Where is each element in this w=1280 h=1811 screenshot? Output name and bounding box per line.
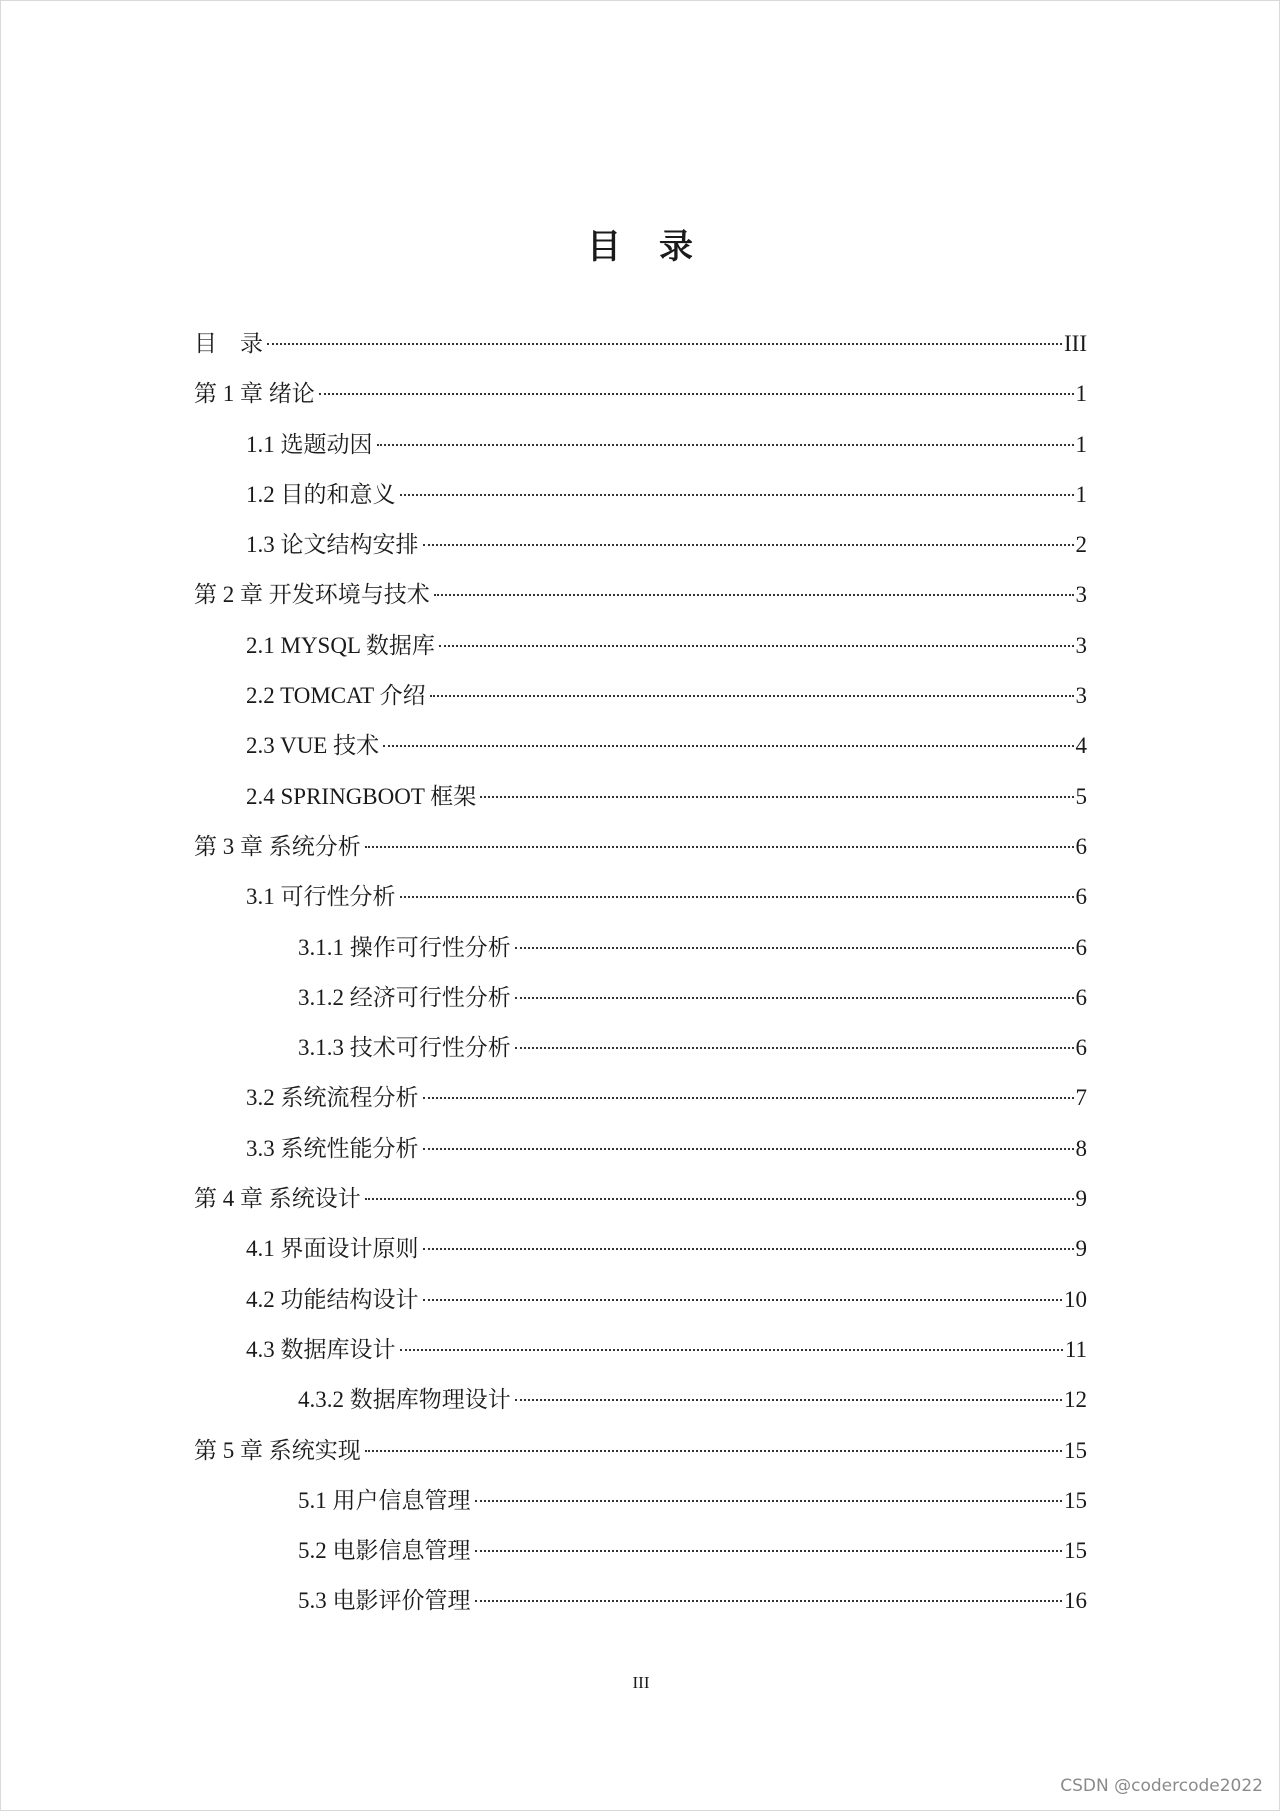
toc-entry-label: 3.3 系统性能分析 xyxy=(246,1135,419,1161)
toc-entry-label: 4.2 功能结构设计 xyxy=(246,1286,419,1312)
toc-dot-leader xyxy=(480,796,1073,798)
toc-dot-leader xyxy=(434,594,1074,596)
toc-entry-page: 3 xyxy=(1075,683,1087,709)
toc-entry-page: 15 xyxy=(1064,1538,1087,1564)
toc-entry[interactable] xyxy=(194,1023,1087,1073)
toc-dot-leader xyxy=(365,1198,1074,1200)
watermark-text: CSDN @codercode2022 xyxy=(1060,1776,1263,1796)
toc-entry[interactable] xyxy=(194,923,1087,973)
toc-entry-page: 6 xyxy=(1075,984,1087,1010)
toc-entry-label: 5.2 电影信息管理 xyxy=(298,1538,471,1564)
toc-entry[interactable] xyxy=(194,1073,1087,1123)
toc-entry-page: 6 xyxy=(1075,934,1087,960)
toc-entry-label: 4.3 数据库设计 xyxy=(246,1336,396,1362)
toc-entry-page: 15 xyxy=(1064,1487,1087,1513)
toc-dot-leader xyxy=(515,947,1074,949)
toc-entry[interactable] xyxy=(194,1224,1087,1274)
toc-dot-leader xyxy=(400,494,1074,496)
toc-entry-page: 8 xyxy=(1075,1135,1087,1161)
toc-entry-label: 2.4 SPRINGBOOT 框架 xyxy=(246,783,477,809)
toc-dot-leader xyxy=(475,1500,1063,1502)
toc-entry-label: 4.1 界面设计原则 xyxy=(246,1236,419,1262)
toc-entry-label: 第 4 章 系统设计 xyxy=(194,1186,361,1212)
toc-entry-label: 3.1.3 技术可行性分析 xyxy=(298,1035,511,1061)
toc-entry[interactable] xyxy=(194,470,1087,520)
toc-dot-leader xyxy=(430,695,1074,697)
toc-entry-label: 5.3 电影评价管理 xyxy=(298,1588,471,1614)
toc-entry[interactable] xyxy=(194,1275,1087,1325)
toc-entry[interactable] xyxy=(194,1426,1087,1476)
toc-dot-leader xyxy=(515,1047,1074,1049)
toc-entry[interactable] xyxy=(194,520,1087,570)
toc-entry-page: 4 xyxy=(1075,733,1087,759)
toc-title: 目 录 xyxy=(587,227,695,267)
toc-entry[interactable] xyxy=(194,973,1087,1023)
toc-entry-page: 1 xyxy=(1075,481,1087,507)
toc-entry-page: 1 xyxy=(1075,381,1087,407)
toc-entry-page: 15 xyxy=(1064,1437,1087,1463)
toc-entry[interactable] xyxy=(194,1375,1087,1425)
toc-entry-page: 10 xyxy=(1064,1286,1087,1312)
toc-entry-page: 7 xyxy=(1075,1085,1087,1111)
toc-dot-leader xyxy=(515,1399,1062,1401)
toc-entry-label: 2.2 TOMCAT 介绍 xyxy=(246,683,426,709)
table-of-contents xyxy=(194,319,1087,1627)
toc-entry[interactable] xyxy=(194,1124,1087,1174)
toc-entry-page: 16 xyxy=(1064,1588,1087,1614)
toc-entry-label: 1.2 目的和意义 xyxy=(246,481,396,507)
page-number: III xyxy=(632,1673,650,1692)
toc-entry-label: 第 1 章 绪论 xyxy=(194,381,315,407)
toc-entry-page: 9 xyxy=(1075,1236,1087,1262)
toc-entry-label: 1.1 选题动因 xyxy=(246,431,373,457)
toc-entry[interactable] xyxy=(194,1576,1087,1626)
toc-dot-leader xyxy=(267,343,1062,345)
toc-entry-page: 3 xyxy=(1075,582,1087,608)
toc-entry-label: 3.2 系统流程分析 xyxy=(246,1085,419,1111)
toc-entry[interactable] xyxy=(194,1174,1087,1224)
toc-entry[interactable] xyxy=(194,872,1087,922)
toc-entry-page: 9 xyxy=(1075,1186,1087,1212)
toc-entry[interactable] xyxy=(194,621,1087,671)
toc-entry[interactable] xyxy=(194,570,1087,620)
toc-entry[interactable] xyxy=(194,420,1087,470)
toc-entry-page: 3 xyxy=(1075,632,1087,658)
toc-entry[interactable] xyxy=(194,1325,1087,1375)
toc-entry[interactable] xyxy=(194,1526,1087,1576)
toc-dot-leader xyxy=(423,1148,1074,1150)
toc-dot-leader xyxy=(400,1349,1063,1351)
toc-entry-label: 2.3 VUE 技术 xyxy=(246,733,380,759)
toc-dot-leader xyxy=(365,1450,1062,1452)
toc-entry-page: 6 xyxy=(1075,833,1087,859)
toc-entry-label: 3.1 可行性分析 xyxy=(246,884,396,910)
toc-entry-page: 5 xyxy=(1075,783,1087,809)
toc-entry-page: 1 xyxy=(1075,431,1087,457)
toc-entry-label: 3.1.2 经济可行性分析 xyxy=(298,984,511,1010)
toc-entry-label: 3.1.1 操作可行性分析 xyxy=(298,934,511,960)
toc-entry[interactable] xyxy=(194,772,1087,822)
toc-entry-label: 第 5 章 系统实现 xyxy=(194,1437,361,1463)
toc-dot-leader xyxy=(423,1097,1074,1099)
toc-dot-leader xyxy=(423,1248,1074,1250)
toc-entry-page: 6 xyxy=(1075,884,1087,910)
toc-entry[interactable] xyxy=(194,1476,1087,1526)
toc-entry-page: III xyxy=(1064,331,1087,356)
toc-entry-label: 第 3 章 系统分析 xyxy=(194,833,361,859)
toc-entry[interactable] xyxy=(194,319,1087,369)
toc-entry-page: 12 xyxy=(1064,1387,1087,1413)
toc-entry-label: 1.3 论文结构安排 xyxy=(246,532,419,558)
toc-dot-leader xyxy=(319,393,1074,395)
toc-entry[interactable] xyxy=(194,671,1087,721)
toc-entry-label: 2.1 MYSQL 数据库 xyxy=(246,632,435,658)
toc-entry[interactable] xyxy=(194,822,1087,872)
toc-entry-page: 6 xyxy=(1075,1035,1087,1061)
toc-dot-leader xyxy=(400,896,1074,898)
toc-entry-label: 第 2 章 开发环境与技术 xyxy=(194,582,430,608)
toc-dot-leader xyxy=(365,846,1074,848)
toc-dot-leader xyxy=(475,1600,1063,1602)
toc-entry-page: 11 xyxy=(1064,1336,1087,1362)
toc-dot-leader xyxy=(475,1550,1063,1552)
toc-entry-label: 5.1 用户信息管理 xyxy=(298,1487,471,1513)
toc-entry-label: 目 录 xyxy=(194,331,263,356)
toc-dot-leader xyxy=(377,444,1074,446)
toc-entry-page: 2 xyxy=(1075,532,1087,558)
toc-entry[interactable] xyxy=(194,721,1087,771)
toc-dot-leader xyxy=(439,645,1074,647)
toc-dot-leader xyxy=(515,997,1074,999)
toc-entry-label: 4.3.2 数据库物理设计 xyxy=(298,1387,511,1413)
toc-entry[interactable] xyxy=(194,369,1087,419)
toc-dot-leader xyxy=(383,745,1073,747)
toc-dot-leader xyxy=(423,544,1074,546)
toc-dot-leader xyxy=(423,1299,1063,1301)
